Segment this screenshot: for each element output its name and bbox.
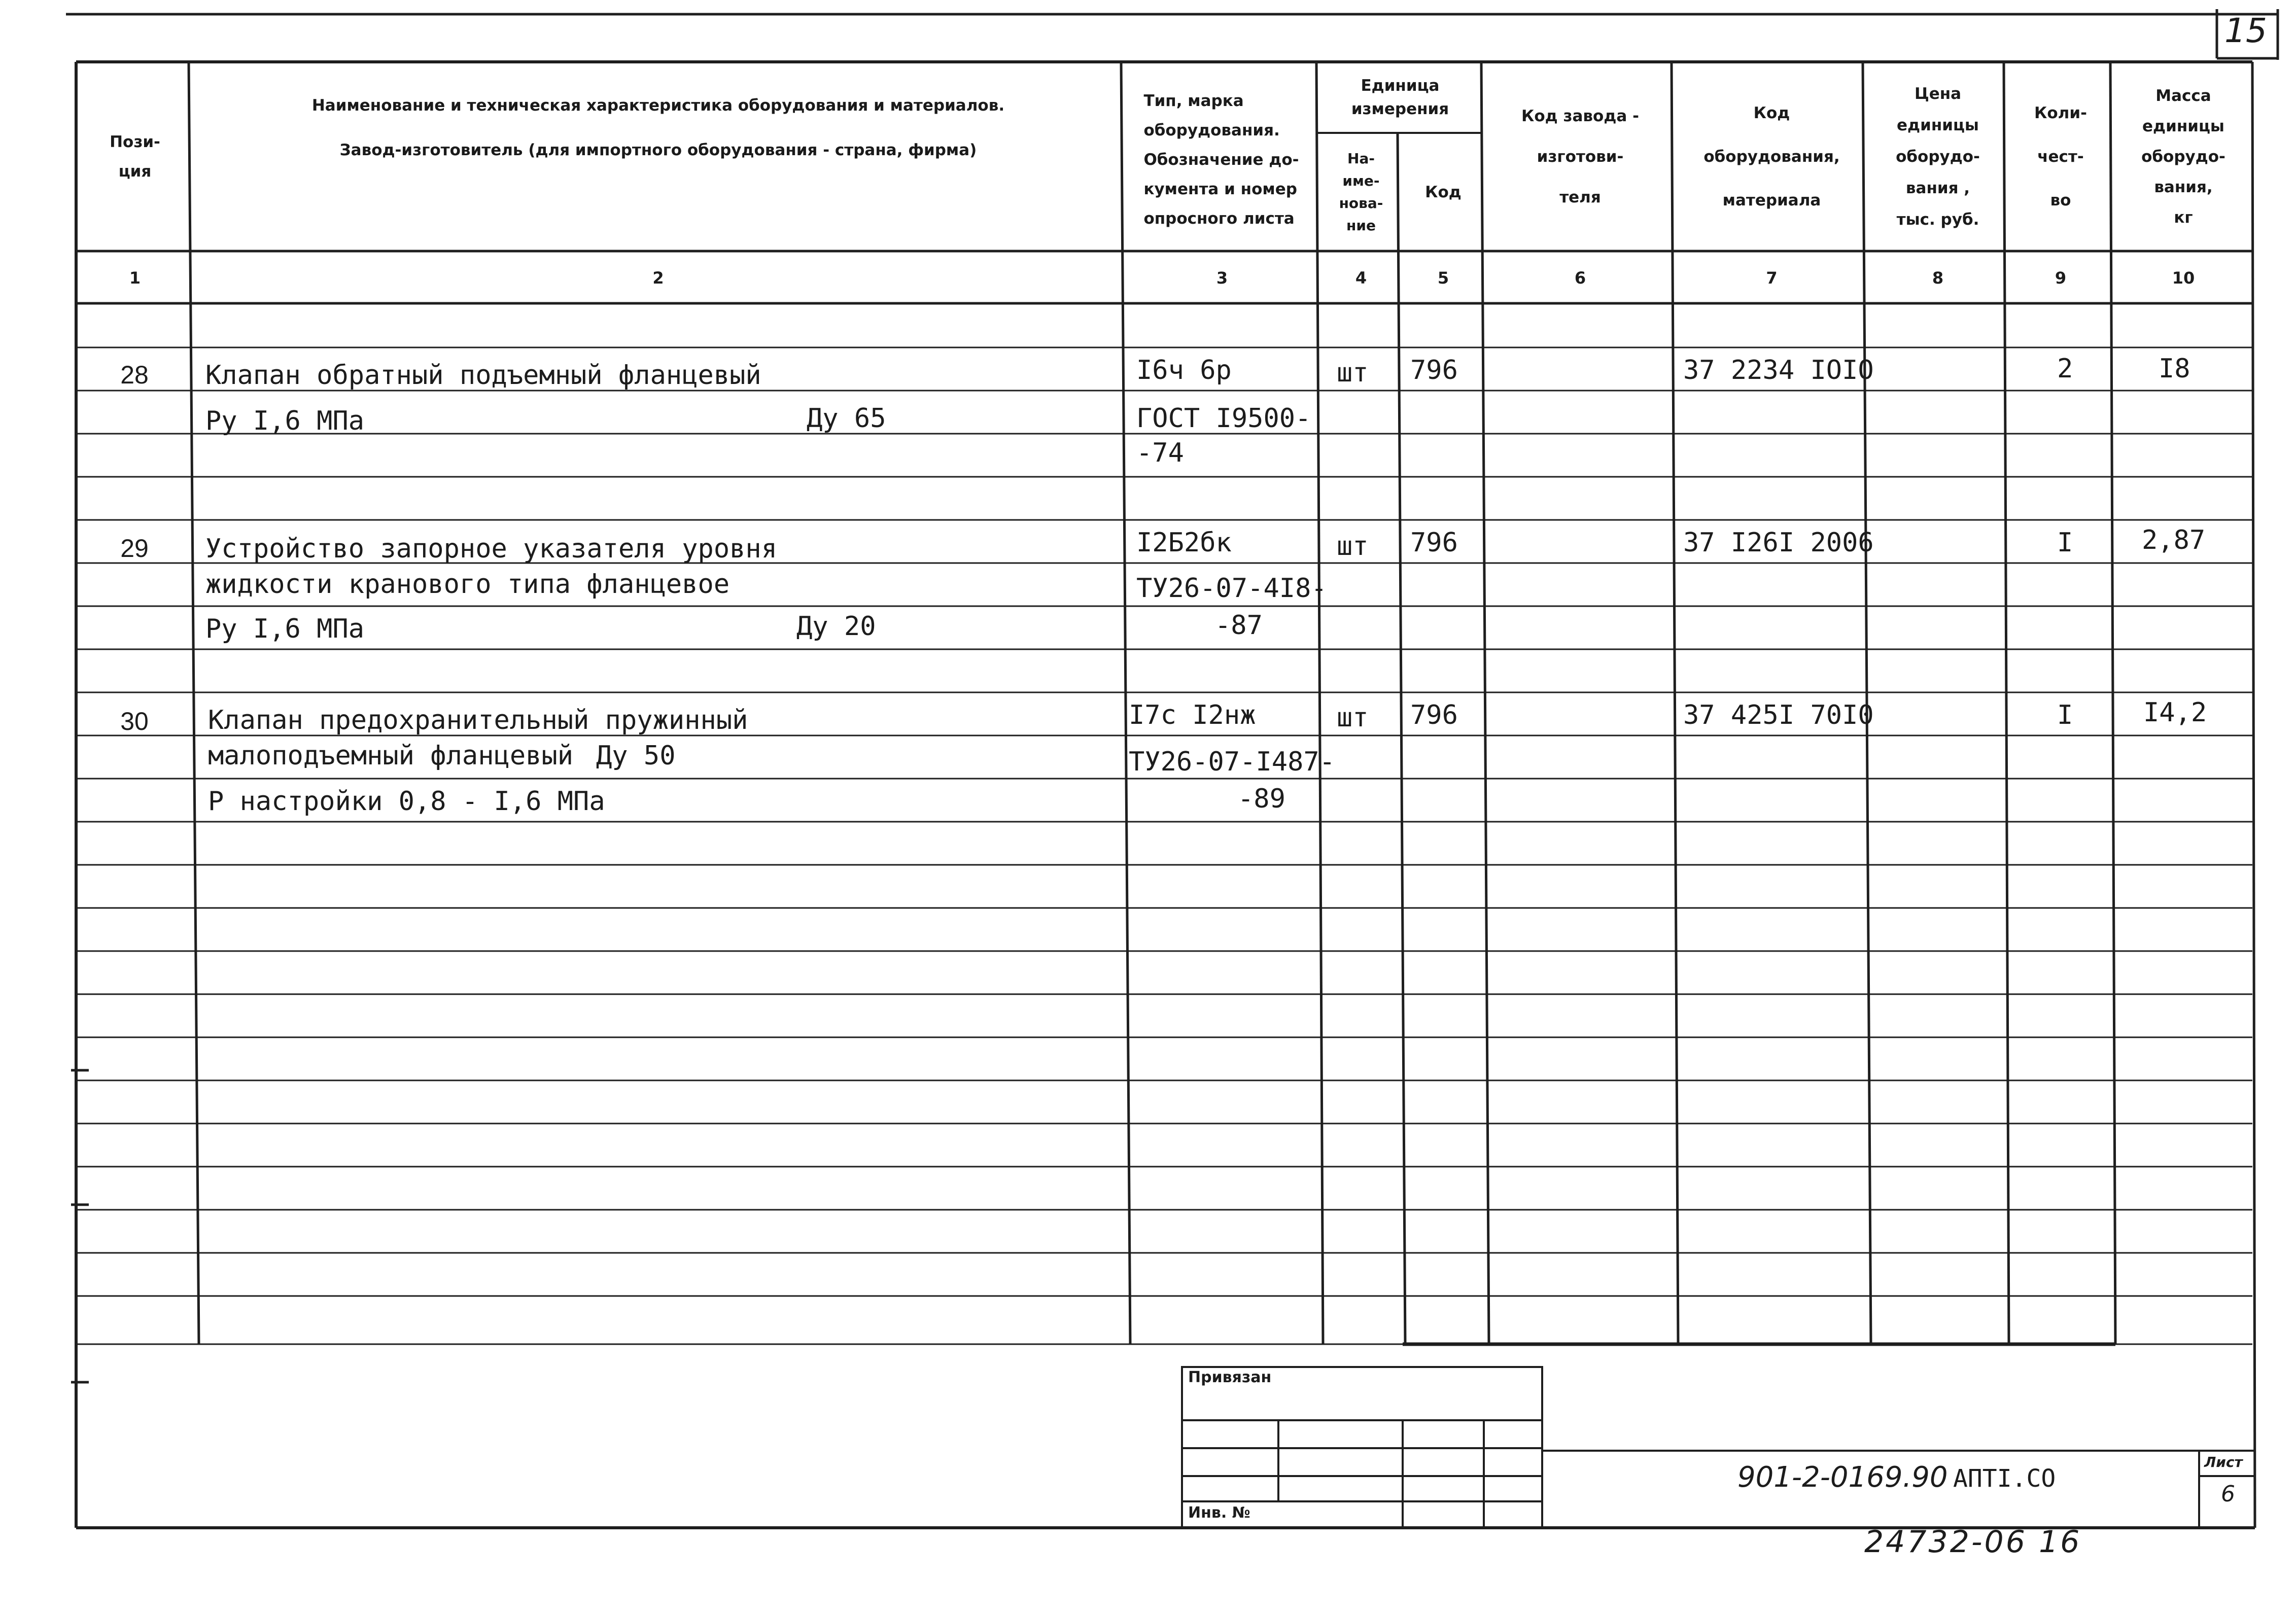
item-unit: шт — [1337, 531, 1369, 562]
item-name-line: Клапан предохранительный пружинный — [208, 705, 748, 735]
colnum-3: 3 — [1216, 268, 1228, 288]
item-name-line: Клапан обратный подъемный фланцевый — [205, 360, 761, 391]
item-type-line: -74 — [1136, 438, 1184, 468]
header-name: Наименование и техническая характеристика оборудования и материалов. Завод-изготовитель (для импортного оборудования - страна, фирма) — [311, 96, 1005, 159]
colnum-9: 9 — [2055, 268, 2067, 288]
item-quantity: I — [2057, 528, 2073, 558]
item-position: 28 — [120, 361, 149, 389]
header-mass: Масса единицы оборудо- вания, кг — [2141, 86, 2225, 227]
header-unit-group: Единица измерения — [1351, 77, 1449, 118]
item-type-line: ГОСТ I9500- — [1136, 403, 1311, 434]
colnum-10: 10 — [2172, 268, 2195, 288]
header-type: Тип, марка оборудования. Обозначение до- кумента и номер опросного листа — [1143, 92, 1299, 228]
colnum-5: 5 — [1437, 268, 1449, 288]
item-du: Ду 50 — [596, 741, 676, 771]
item-name-line: жидкости кранового типа фланцевое — [205, 569, 730, 600]
item-du: Ду 20 — [796, 611, 876, 642]
header-quantity: Коли- чест- во — [2034, 103, 2087, 209]
stamp-inv-label: Инв. № — [1188, 1504, 1250, 1522]
item-quantity: I — [2057, 700, 2073, 730]
item-type-line: I2Б2бк — [1136, 528, 1232, 558]
header-price: Цена единицы оборудо- вания , тыс. руб. — [1896, 84, 1980, 229]
item-unit: шт — [1337, 358, 1369, 388]
stamp-doc-suffix: АПТI.СО — [1953, 1464, 2056, 1493]
item-mass: 2,87 — [2142, 525, 2206, 555]
header-equipment-code: Код оборудования, материала — [1703, 103, 1840, 209]
page-number: 15 — [2224, 11, 2267, 50]
item-quantity: 2 — [2057, 354, 2073, 384]
colnum-4: 4 — [1355, 268, 1367, 288]
colnum-1: 1 — [129, 268, 141, 288]
item-unit-code: 796 — [1410, 355, 1458, 385]
item-type-line: ТУ26-07-4I8- — [1136, 573, 1327, 604]
colnum-6: 6 — [1574, 268, 1586, 288]
item-type-line: -89 — [1238, 784, 1285, 814]
archive-number: 24732-06 16 — [1864, 1524, 2082, 1560]
item-type-line: I7с I2нж — [1129, 700, 1256, 730]
header-unit-code: Код — [1425, 183, 1462, 201]
item-type-line: ТУ26-07-I487- — [1129, 747, 1335, 777]
item-type-line: -87 — [1215, 610, 1263, 641]
item-name-line: малоподъемный фланцевый — [208, 741, 574, 771]
item-position: 29 — [120, 534, 149, 563]
item-du: Ду 65 — [807, 403, 886, 434]
item-mass: I8 — [2159, 354, 2190, 384]
item-name-line: Ру I,6 МПа — [205, 406, 365, 436]
colnum-2: 2 — [652, 268, 664, 288]
item-equipment-code: 37 425I 70I0 — [1683, 700, 1874, 730]
item-type-line: I6ч 6р — [1136, 355, 1232, 385]
stamp-sheet-number: 6 — [2221, 1481, 2235, 1507]
item-name-line: Ру I,6 МПа — [205, 614, 365, 644]
item-name-line: Р настройки 0,8 - I,6 МПа — [208, 786, 605, 817]
item-unit-code: 796 — [1410, 528, 1458, 558]
stamp-doc-code: 901-2-0169.90 — [1737, 1461, 1948, 1494]
header-unit-name: На- име- нова- ние — [1339, 150, 1383, 234]
colnum-7: 7 — [1766, 268, 1778, 288]
item-unit: шт — [1337, 703, 1369, 733]
header-position: Пози- ция — [110, 132, 160, 181]
item-name-line: Устройство запорное указателя уровня — [205, 534, 778, 564]
stamp-sheet-label: Лист — [2204, 1454, 2243, 1470]
header-plant-code: Код завода - изготови- теля — [1521, 107, 1639, 206]
item-position: 30 — [120, 707, 149, 735]
item-unit-code: 796 — [1410, 700, 1458, 730]
colnum-8: 8 — [1932, 268, 1944, 288]
item-mass: I4,2 — [2143, 697, 2207, 728]
stamp-privyazan-label: Привязан — [1188, 1369, 1272, 1386]
item-equipment-code: 37 I26I 2006 — [1683, 528, 1874, 558]
item-equipment-code: 37 2234 IOIO — [1683, 355, 1874, 385]
